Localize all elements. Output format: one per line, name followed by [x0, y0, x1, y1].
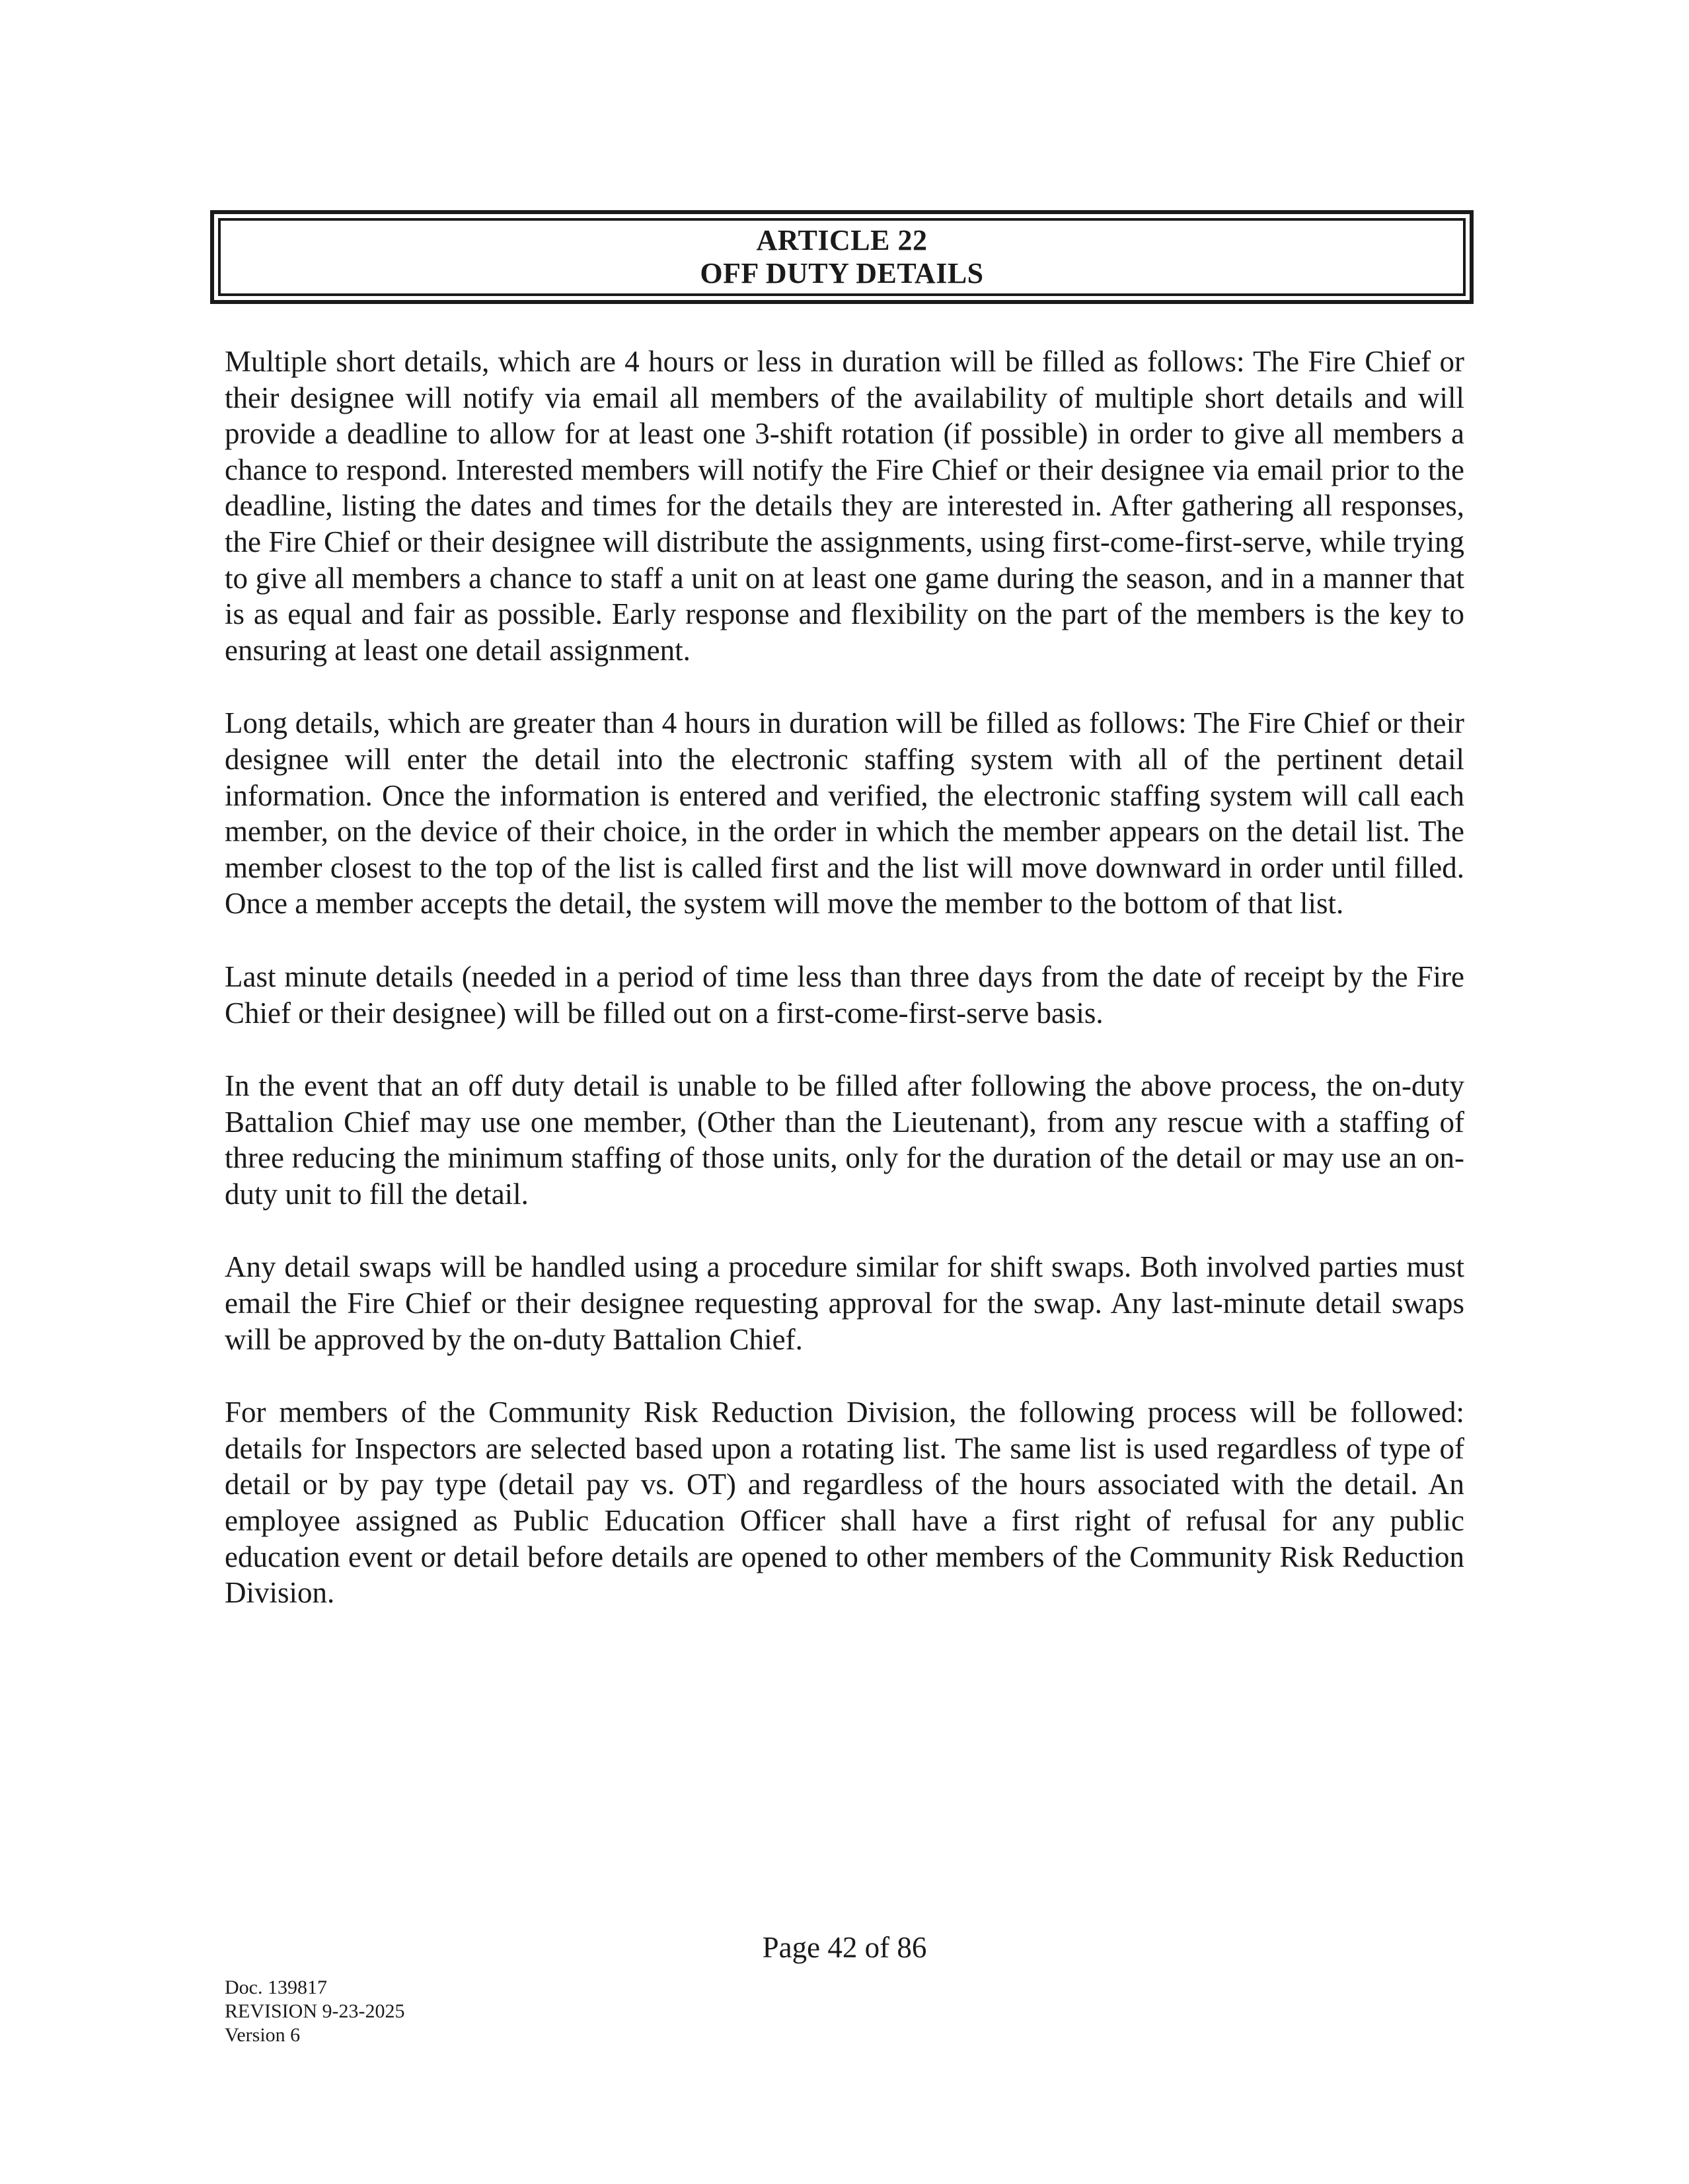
page-number: Page 42 of 86: [762, 1931, 927, 1964]
paragraph-long-details: Long details, which are greater than 4 hours in duration will be filled as follows: The Fire Chief or their designee will enter the detail into the electronic staffing system with all of the pertinent detail information. Once the information is entered and verified, the electronic staffing system will call each member, on the device of their choice, in the order in which the member appears on the detail list. The member closest to the top of the list is called first and the list will move downward in order until filled. Once a member accepts the detail, the system will move the member to the bottom of that list.: [225, 706, 1464, 921]
article-number: ARTICLE 22: [756, 224, 928, 256]
paragraph-detail-swaps: Any detail swaps will be handled using a procedure similar for shift swaps. Both involved parties must email the Fire Chief or their designee requesting approval for the swap. Any last-minute detail swaps will be approved by the on-duty Battalion Chief.: [225, 1250, 1464, 1356]
paragraph-unfilled-details: In the event that an off duty detail is unable to be filled after following the above process, the on-duty Battalion Chief may use one member, (Other than the Lieutenant), from any rescue with a staffing of three reducing the minimum staffing of those units, only for the duration of the detail or may use an on-duty unit to fill the detail.: [225, 1069, 1464, 1211]
article-body: [225, 344, 1464, 1648]
revision-date: REVISION 9-23-2025: [225, 2000, 405, 2022]
paragraph-community-risk-reduction: For members of the Community Risk Reduction Division, the following process will be followed: details for Inspectors are selected based upon a rotating list. The same list is used regardless of type of detail or by pay type (detail pay vs. OT) and regardless of the hours associated with the detail. An employee assigned as Public Education Officer shall have a first right of refusal for any public education event or detail before details are opened to other members of the Community Risk Reduction Division.: [225, 1396, 1464, 1610]
doc-number: Doc. 139817: [225, 1977, 327, 1998]
version-label: Version 6: [225, 2024, 301, 2046]
paragraph-last-minute-details: Last minute details (needed in a period of time less than three days from the date of receipt by the Fire Chief or their designee) will be filled out on a first-come-first-serve basis.: [225, 960, 1464, 1030]
document-info: [225, 1976, 404, 2047]
article-title: OFF DUTY DETAILS: [700, 257, 984, 289]
article-header-box: [210, 210, 1474, 304]
article-header-inner-border: [218, 218, 1466, 296]
paragraph-short-details: Multiple short details, which are 4 hours or less in duration will be filled as follows: The Fire Chief or their designee will notify via email all members of the availability of multiple short details and will provide a deadline to allow for at least one 3-shift rotation (if possible) in order to give all members a chance to respond. Interested members will notify the Fire Chief or their designee via email prior to the deadline, listing the dates and times for the details they are interested in. After gathering all responses, the Fire Chief or their designee will distribute the assignments, using first-come-first-serve, while trying to give all members a chance to staff a unit on at least one game during the season, and in a manner that is as equal and fair as possible. Early response and flexibility on the part of the members is the key to ensuring at least one detail assignment.: [225, 345, 1464, 667]
